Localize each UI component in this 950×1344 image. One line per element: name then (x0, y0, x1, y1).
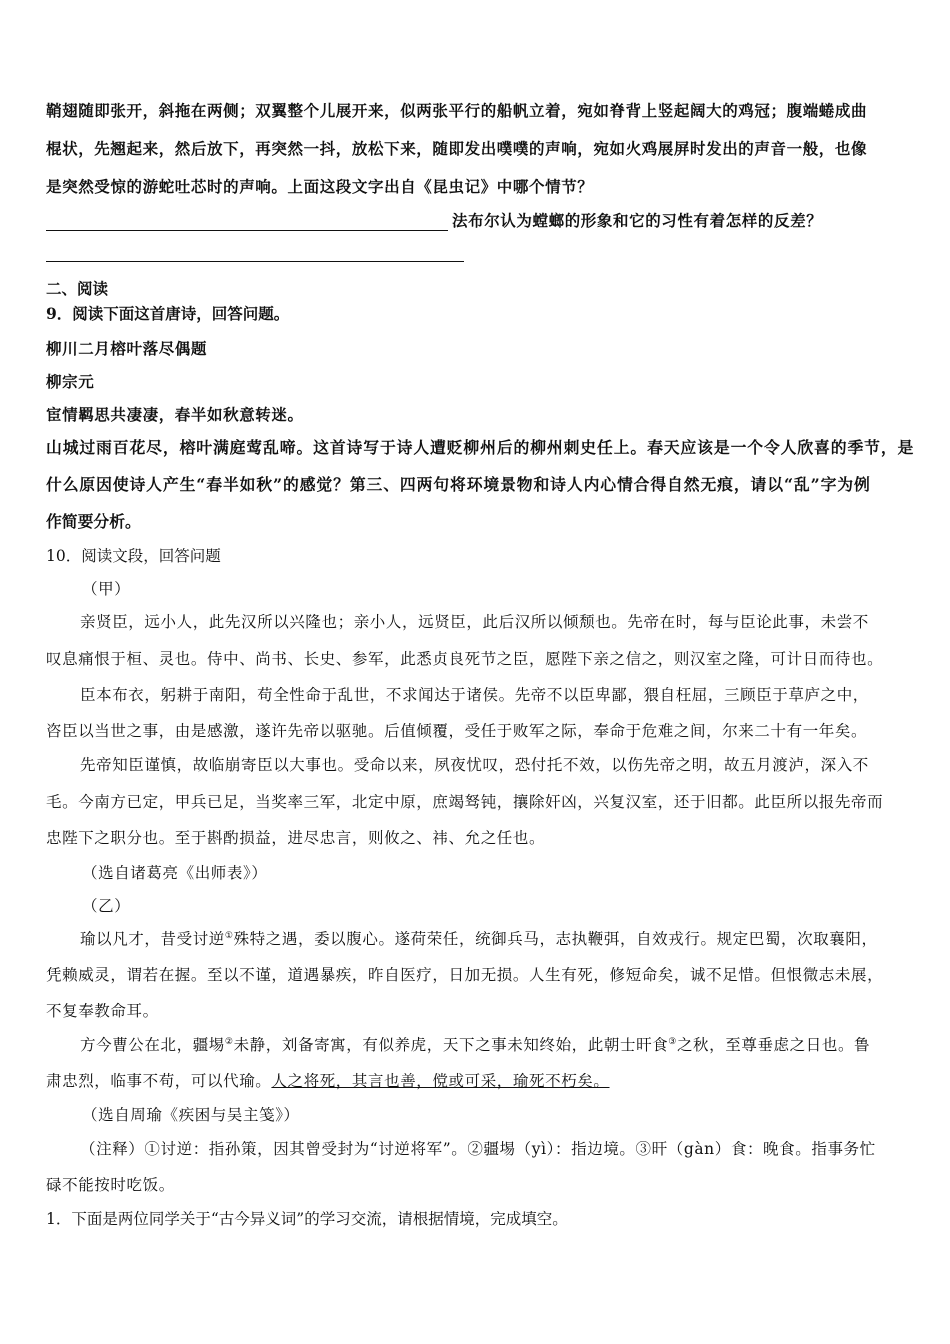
jia-para2-line2: 咨臣以当世之事，由是感激，遂许先帝以驱驰。后值倾覆，受任于败军之际，奉命于危难之间，尔来二十有一年矣。 (46, 722, 868, 740)
yi-para2-line1 (80, 1034, 902, 1056)
q8-question-2: 法布尔认为螳螂的形象和它的习性有着怎样的反差？ (452, 211, 823, 230)
jia-para1-line1: 亲贤臣，远小人，此先汉所以兴隆也；亲小人，远贤臣，此后汉所以倾颓也。先帝在时，每与臣论此事，未尝不 (80, 613, 869, 631)
yi-para1-line2: 凭赖威灵，谓若在握。至以不谨，道遇暴疾，昨自医疗，日加无损。人生有死，修短命矣，诚不足惜。但恨微志未展， (46, 966, 884, 984)
yi-source: （选自周瑜《疾困与吴主笺》） (82, 1106, 300, 1124)
poem-author: 柳宗元 (46, 372, 95, 391)
answer-blank-2[interactable] (46, 261, 464, 262)
jia-para2-line1: 臣本布衣，躬耕于南阳，苟全性命于乱世，不求闻达于诸侯。先帝不以臣卑鄙，猥自枉屈，三顾臣于草庐之中， (80, 686, 869, 704)
poem-title: 柳川二月榕叶落尽偶题 (46, 339, 208, 358)
q9-text-line-3: 作简要分析。 (46, 512, 141, 531)
jia-source: （选自诸葛亮《出师表》） (82, 864, 268, 882)
section-title: 二、阅读 (46, 279, 109, 298)
yi-para1-line3: 不复奉教命耳。 (46, 1002, 159, 1020)
poem-line-1: 宦情羁思共凄凄，春半如秋意转迷。 (46, 405, 304, 424)
jia-para1-line2: 叹息痛恨于桓、灵也。侍中、尚书、长史、参军，此悉贞良死节之臣，愿陛下亲之信之，则汉室之隆，可计日而待也。 (46, 650, 884, 668)
yi-para2-line2 (46, 1070, 906, 1092)
yi-text: 未静，刘备寄寓，有似养虎，天下之事未知终始，此朝士旰食 (233, 1036, 669, 1054)
note-marker-3: ③ (668, 1036, 677, 1047)
note-marker-2: ② (224, 1036, 234, 1047)
yi-para1-line1 (80, 928, 902, 950)
yi-text: 之秋，至尊垂虑之日也。鲁 (676, 1036, 871, 1054)
q8-paragraph-line-2: 棍状，先翘起来，然后放下，再突然一抖，放松下来，随即发出噗噗的声响，宛如火鸡展屏时发出的声音一般，也像 (46, 139, 868, 158)
q8-paragraph-line-3: 是突然受惊的游蛇吐芯时的声响。上面这段文字出自《昆虫记》中哪个情节？ (46, 177, 594, 196)
jia-para3-line1: 先帝知臣谨慎，故临崩寄臣以大事也。受命以来，夙夜忧叹，恐付托不效，以伤先帝之明，故五月渡泸，深入不 (80, 756, 869, 774)
subquestion-1: 1．下面是两位同学关于“古今异义词”的学习交流，请根据情境，完成填空。 (46, 1210, 568, 1228)
yi-text: 殊特之遇，委以腹心。遂荷荣任，统御兵马，志执鞭弭，自效戎行。规定巴蜀，次取襄阳， (233, 930, 878, 948)
jia-para3-line2: 毛。今南方已定，甲兵已足，当奖率三军，北定中原，庶竭驽钝，攘除奸凶，兴复汉室，还于旧都。此臣所以报先帝而 (46, 793, 884, 811)
q9-text-line-2: 什么原因使诗人产生“春半如秋”的感觉？第三、四两句将环境景物和诗人内心情合得自然无痕，请以“乱”字为例 (46, 475, 871, 494)
q9-text-line-1: 山城过雨百花尽，榕叶满庭莺乱啼。这首诗写于诗人遭贬柳州后的柳州刺史任上。春天应该是一个令人欣喜的季节，是 (46, 438, 915, 457)
notes-line-2: 碌不能按时吃饭。 (46, 1176, 175, 1194)
notes-line-1: （注释）①讨逆：指孙策，因其曾受封为“讨逆将军”。②疆埸（yì）：指边境。③旰（gàn）食：晚食。指事务忙 (80, 1140, 876, 1158)
answer-blank-1[interactable] (46, 230, 448, 231)
q9-prompt: 9．阅读下面这首唐诗，回答问题。 (46, 304, 290, 323)
jia-para3-line3: 忠陛下之职分也。至于斟酌损益，进尽忠言，则攸之、祎、允之任也。 (46, 829, 546, 847)
yi-text: 方今曹公在北，疆埸 (80, 1036, 225, 1054)
note-marker-1: ① (224, 930, 234, 941)
passage-yi-label: （乙） (82, 897, 131, 915)
underlined-sentence: 人之将死，其言也善，傥或可采，瑜死不朽矣。 (271, 1072, 610, 1090)
q8-paragraph-line-1: 鞘翅随即张开，斜拖在两侧；双翼整个儿展开来，似两张平行的船帆立着，宛如脊背上竖起阔大的鸡冠；腹端蜷成曲 (46, 101, 868, 120)
passage-jia-label: （甲） (82, 580, 131, 598)
yi-text: 肃忠烈，临事不苟，可以代瑜。 (46, 1072, 272, 1090)
q10-prompt: 10．阅读文段，回答问题 (46, 547, 221, 565)
yi-text: 瑜以凡才，昔受讨逆 (80, 930, 225, 948)
